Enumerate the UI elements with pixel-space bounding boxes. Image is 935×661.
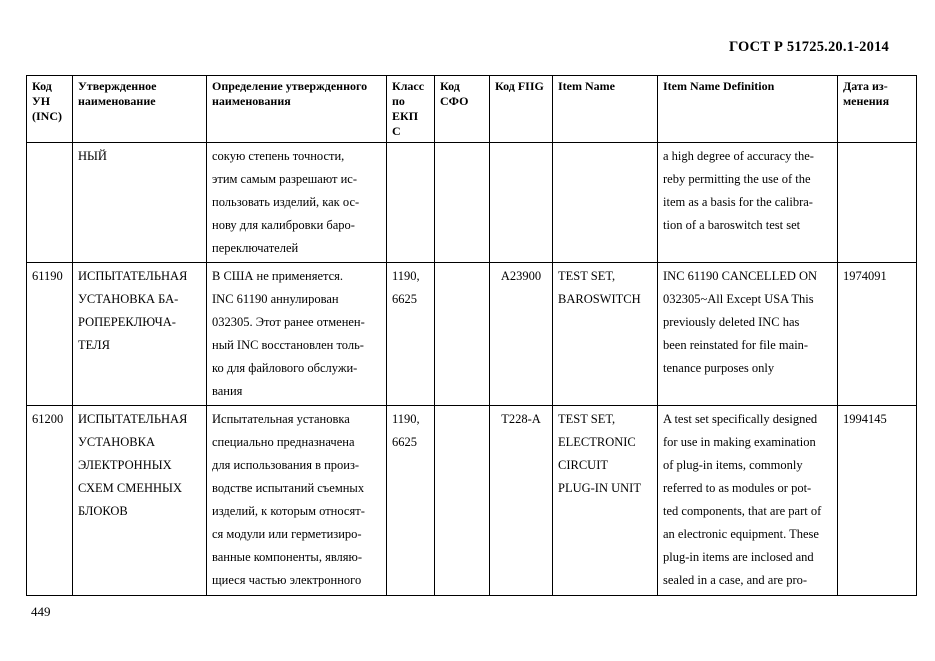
text-line: ся модули или герметизиро-: [212, 527, 362, 541]
cell-definition: [207, 406, 387, 596]
text-line: НЫЙ: [78, 149, 107, 163]
text-line: INC 61190 CANCELLED ON: [663, 269, 818, 283]
text-line: специально предназначена: [212, 435, 355, 449]
text-line: ИСПЫТАТЕЛЬНАЯ: [78, 412, 188, 426]
cell-approved-name: [73, 143, 207, 263]
cell-approved-name: [73, 263, 207, 406]
text-line: TEST SET,: [558, 412, 616, 426]
text-line: for use in making examination: [663, 435, 816, 449]
cell-sfo-code: [435, 143, 490, 263]
cell-ekps-class: [387, 143, 435, 263]
table-row: [27, 406, 917, 596]
text-line: Испытательная установка: [212, 412, 350, 426]
cell-sfo-code: [435, 406, 490, 596]
cell-inc: 61190: [27, 263, 73, 406]
cell-change-date: 1974091: [838, 263, 917, 406]
text-line: a high degree of accuracy the-: [663, 149, 814, 163]
text-line: plug-in items are inclosed and: [663, 550, 814, 564]
header-item-name: Item Name: [553, 76, 658, 143]
text-line: 6625: [392, 435, 417, 449]
cell-inc: 61200: [27, 406, 73, 596]
text-line: previously deleted INC has: [663, 315, 800, 329]
text-line: been reinstated for file main-: [663, 338, 809, 352]
text-line: ted components, that are part of: [663, 504, 822, 518]
text-line: TEST SET,: [558, 269, 616, 283]
cell-item-name-definition: [658, 406, 838, 596]
text-line: A test set specifically designed: [663, 412, 818, 426]
header-change-date: Дата из-менения: [838, 76, 917, 143]
text-line: БЛОКОВ: [78, 504, 128, 518]
text-line: водстве испытаний съемных: [212, 481, 365, 495]
text-line: нову для калибровки баро-: [212, 218, 355, 232]
table-row-continuation: [27, 143, 917, 263]
text-line: 032305. Этот ранее отменен-: [212, 315, 365, 329]
text-line: 032305~All Except USA This: [663, 292, 814, 306]
text-line: of plug-in items, commonly: [663, 458, 803, 472]
text-line: CIRCUIT: [558, 458, 608, 472]
cell-item-name: [553, 406, 658, 596]
table-row: [27, 263, 917, 406]
text-line: referred to as modules or pot-: [663, 481, 812, 495]
text-line: 1190,: [392, 412, 420, 426]
text-line: ный INC восстановлен толь-: [212, 338, 364, 352]
cell-approved-name: [73, 406, 207, 596]
text-line: этим самым разрешают ис-: [212, 172, 358, 186]
cell-item-name-definition: [658, 263, 838, 406]
inc-table: [26, 75, 917, 596]
text-line: сокую степень точности,: [212, 149, 345, 163]
cell-item-name-definition: [658, 143, 838, 263]
text-line: sealed in a case, and are pro-: [663, 573, 808, 587]
cell-fiig-code: [490, 143, 553, 263]
text-line: РОПЕРЕКЛЮЧА-: [78, 315, 176, 329]
text-line: СХЕМ СМЕННЫХ: [78, 481, 182, 495]
text-line: переключателей: [212, 241, 299, 255]
cell-inc: [27, 143, 73, 263]
header-approved-name: Утвержденное наименование: [73, 76, 207, 143]
text-line: tenance purposes only: [663, 361, 775, 375]
text-line: для использования в произ-: [212, 458, 360, 472]
header-inc: Код УН (INC): [27, 76, 73, 143]
cell-fiig-code: T228-A: [490, 406, 553, 596]
text-line: ко для файлового обслужи-: [212, 361, 358, 375]
text-line: 6625: [392, 292, 417, 306]
text-line: tion of a baroswitch test set: [663, 218, 801, 232]
text-line: изделий, к которым относят-: [212, 504, 365, 518]
table-header-row: [27, 76, 917, 143]
page-number: 449: [31, 604, 51, 619]
text-line: item as a basis for the calibra-: [663, 195, 813, 209]
header-item-name-definition: Item Name Definition: [658, 76, 838, 143]
cell-definition: [207, 263, 387, 406]
document-title: ГОСТ Р 51725.20.1-2014: [728, 39, 889, 55]
cell-ekps-class: [387, 406, 435, 596]
text-line: ELECTRONIC: [558, 435, 636, 449]
cell-change-date: 1994145: [838, 406, 917, 596]
cell-item-name: [553, 263, 658, 406]
text-line: УСТАНОВКА: [78, 435, 155, 449]
header-sfo-code: Код СФО: [435, 76, 490, 143]
text-line: ИСПЫТАТЕЛЬНАЯ: [78, 269, 188, 283]
text-line: ванные компоненты, являю-: [212, 550, 363, 564]
text-line: пользовать изделий, как ос-: [212, 195, 360, 209]
text-line: В США не применяется.: [212, 269, 344, 283]
text-line: ТЕЛЯ: [78, 338, 110, 352]
text-line: PLUG-IN UNIT: [558, 481, 641, 495]
cell-definition: [207, 143, 387, 263]
cell-change-date: [838, 143, 917, 263]
text-line: 1190,: [392, 269, 420, 283]
header-ekps-class: Класс по ЕКП С: [387, 76, 435, 143]
header-fiig-code: Код FIIG: [490, 76, 553, 143]
text-line: ЭЛЕКТРОННЫХ: [78, 458, 172, 472]
cell-sfo-code: [435, 263, 490, 406]
text-line: щиеся частью электронного: [212, 573, 362, 587]
header-definition: Определение утвержденного наименования: [207, 76, 387, 143]
cell-ekps-class: [387, 263, 435, 406]
cell-item-name: [553, 143, 658, 263]
text-line: УСТАНОВКА БА-: [78, 292, 179, 306]
text-line: INC 61190 аннулирован: [212, 292, 339, 306]
text-line: BAROSWITCH: [558, 292, 641, 306]
text-line: вания: [212, 384, 243, 398]
text-line: reby permitting the use of the: [663, 172, 811, 186]
cell-fiig-code: A23900: [490, 263, 553, 406]
text-line: an electronic equipment. These: [663, 527, 819, 541]
